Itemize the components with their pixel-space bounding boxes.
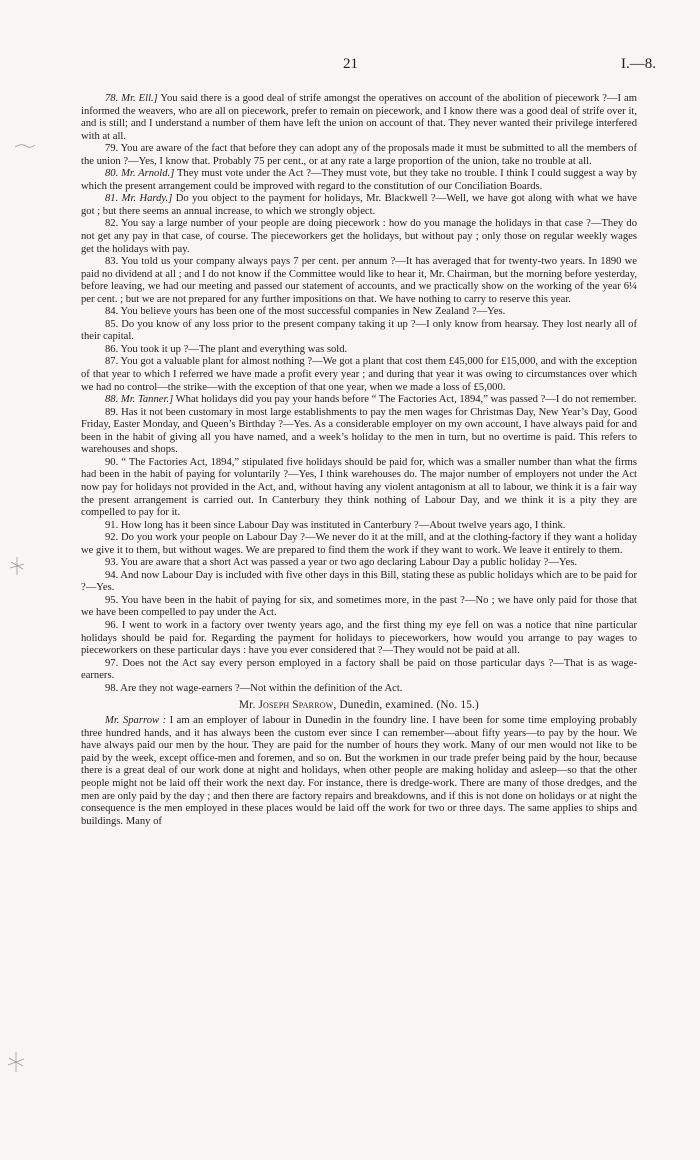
paragraph	[81, 683, 637, 696]
margin-mark-icon	[14, 142, 36, 150]
paragraph-text: 96. I went to work in a factory over twenty years ago, and the first thing my eye fell on was a notice that nine particular holidays should be paid for. Regarding the payment for holidays to pieceworkers, how would you arrange to pay wages to pieceworkers on these particular days : have you ever considered that ?—They would not be paid at all.	[81, 619, 637, 657]
paragraph	[81, 520, 637, 533]
evidence-section-questions	[81, 93, 637, 695]
paragraph-text: 95. You have been in the habit of paying for six, and sometimes more, in the past ?—No ; we have only paid for those that we have been compelled to pay under the Act.	[81, 594, 637, 619]
paragraph-text: 85. Do you know of any loss prior to the present company taking it up ?—I only know from hearsay. They lost nearly all of their capital.	[81, 318, 637, 343]
document-body	[81, 93, 637, 828]
paragraph-text: 93. You are aware that a short Act was passed a year or two ago declaring Labour Day a public holiday ?—Yes.	[105, 557, 577, 569]
witness-title: Mr.	[239, 699, 259, 712]
witness-name: Joseph Sparrow	[258, 699, 334, 712]
paragraph	[81, 457, 637, 520]
margin-mark-icon	[8, 555, 26, 577]
paragraph	[81, 557, 637, 570]
paragraph	[81, 218, 637, 256]
paragraph-text: Do you object to the payment for holidays, Mr. Blackwell ?—Well, we have got along with what we have got ; but there seems an annual increase, to which we strongly object.	[81, 193, 637, 217]
paragraph-text: They must vote under the Act ?—They must vote, but they take no trouble. I think I could suggest a way by which the present arrangement could be improved with regard to the constitution of our Conciliation Boards.	[81, 168, 637, 192]
speaker-label: 88. Mr. Tanner.]	[105, 394, 174, 406]
paper-reference: I.—8.	[621, 56, 656, 72]
speaker-label: Mr. Sparrow :	[105, 715, 167, 727]
paragraph	[81, 93, 637, 143]
paragraph-text: What holidays did you pay your hands before “ The Factories Act, 1894,” was passed ?—I do not remember.	[173, 394, 637, 406]
paragraph-text: 90. “ The Factories Act, 1894,” stipulated five holidays should be paid for, which was a smaller number than what the firms had been in the habit of paying for voluntarily ?—Yes, I think warehouses do. The major number of employers not under the Act now pay for holidays not provided in the Act, and, without having any violent antagonism at all to labour, we think it is a fair way the present arrangement is carried out. In Canterbury they think nothing of Labour Day, and we think it is a pity they are compelled to pay for it.	[81, 456, 637, 519]
paragraph-text: 83. You told us your company always pays 7 per cent. per annum ?—It has averaged that for twenty-two years. In 1890 we paid no dividend at all ; and I do not know if the Committee would like to hear it, Mr. Chairman, but the morning before yesterday, before leaving, we had our meeting and passed our statement of accounts, and we practically show on the working of the year 6¼ per cent. ; but we are not prepared for any further impositions on that. We have nothing to carry to reserve this year.	[81, 256, 637, 305]
paragraph	[81, 532, 637, 557]
paragraph-text: 79. You are aware of the fact that before they can adopt any of the proposals made it must be submitted to all the members of the union ?—Yes, I know that. Probably 75 per cent., or at any rate a large proportion of the union, take no trouble at all.	[81, 143, 637, 167]
paragraph	[81, 658, 637, 683]
paragraph	[81, 168, 637, 193]
paragraph-text: 87. You got a valuable plant for almost nothing ?—We got a plant that cost them £45,000 for £15,000, and with the exception of that year to which I referred we have made a profit every year ; and during that year it was owing to circumstances over which we had no control—the strike—with the exception of that one year, when we made a loss of £5,000.	[81, 356, 637, 393]
paragraph	[81, 715, 637, 828]
paragraph-text: 91. How long has it been since Labour Day was instituted in Canterbury ?—About twelve years ago, I think.	[105, 519, 566, 531]
paragraph-text: 98. Are they not wage-earners ?—Not within the definition of the Act.	[105, 682, 403, 694]
evidence-section-statement	[81, 715, 637, 828]
paragraph	[81, 570, 637, 595]
witness-details: , Dunedin, examined. (No. 15.)	[333, 699, 479, 712]
paragraph	[81, 319, 637, 344]
page-header	[0, 56, 700, 76]
witness-heading	[81, 699, 637, 712]
paragraph	[81, 256, 637, 306]
paragraph	[81, 143, 637, 168]
paragraph	[81, 620, 637, 658]
paragraph	[81, 595, 637, 620]
paragraph-text: 97. Does not the Act say every person employed in a factory shall be paid on those particular days ?—That is as wage-earners.	[81, 657, 637, 682]
paragraph-text: I am an employer of labour in Dunedin in the foundry line. I have been for some time employing probably three hundred hands, and it has always been the custom ever since I can remember—about fifty years—to pay by the hour. We have always paid our men by the hour. They are paid for the number of hours they work. Many of our men would not like to be paid by the week, except office-men and foremen, and so on. But the workmen in our trade prefer being paid by the hour, because there is a great deal of our work done at night and holidays, when other people are making holiday and asleep—so that the other people might not be laid off their work the next day. For instance, there is dredge-work. There are many of those dredges, and the men are only paid by the day ; and then there are factory repairs and breakdowns, and if this is not done on holidays or at night the consequence is the men employed in these places would be laid off the work for two or three days. The same applies to ships and buildings. Many of	[81, 715, 637, 827]
page-number: 21	[343, 56, 358, 72]
speaker-label: 81. Mr. Hardy.]	[105, 193, 173, 205]
paragraph	[81, 193, 637, 218]
paragraph-text: 92. Do you work your people on Labour Day ?—We never do it at the mill, and at the clothing-factory if they want a holiday we give it to them, but without wages. We are prepared to find them the work if they want to work. We leave it entirely to them.	[81, 532, 637, 556]
paragraph-text: 86. You took it up ?—The plant and everything was sold.	[105, 343, 348, 355]
speaker-label: 78. Mr. Ell.]	[105, 93, 158, 104]
paragraph-text: You said there is a good deal of strife amongst the operatives on account of the abolition of piecework ?—I am informed the weavers, who are all on piecework, prefer to remain on piecework, and I know there was a good deal of strife over it, and is still; and I understand a number of them have left the union on account of that. They never wanted their privilege interfered with at all.	[81, 93, 637, 142]
paragraph-text: 84. You believe yours has been one of the most successful companies in New Zealand ?—Yes.	[105, 306, 506, 318]
margin-mark-icon	[6, 1050, 26, 1074]
paragraph	[81, 356, 637, 394]
speaker-label: 80. Mr. Arnold.]	[105, 168, 175, 180]
paragraph	[81, 344, 637, 357]
paragraph-text: 82. You say a large number of your people are doing piecework : how do you manage the holidays in that case ?—They do not get any pay in that case, of course. The pieceworkers get the holidays, but without pay ; only those on regular weekly wages get the holidays with pay.	[81, 218, 637, 255]
paragraph	[81, 394, 637, 407]
paragraph	[81, 306, 637, 319]
paragraph-text: 94. And now Labour Day is included with five other days in this Bill, stating these as public holidays which are to be paid for ?—Yes.	[81, 569, 637, 594]
paragraph-text: 89. Has it not been customary in most large establishments to pay the men wages for Christmas Day, New Year’s Day, Good Friday, Easter Monday, and Queen’s Birthday ?—Yes. As a considerable employer on my own account, I have always paid for and been in the habit of giving all you have named, and a week’s holiday to the men in turn, but no overtime is paid. This refers to warehouses and shops.	[81, 406, 637, 456]
paragraph	[81, 407, 637, 457]
